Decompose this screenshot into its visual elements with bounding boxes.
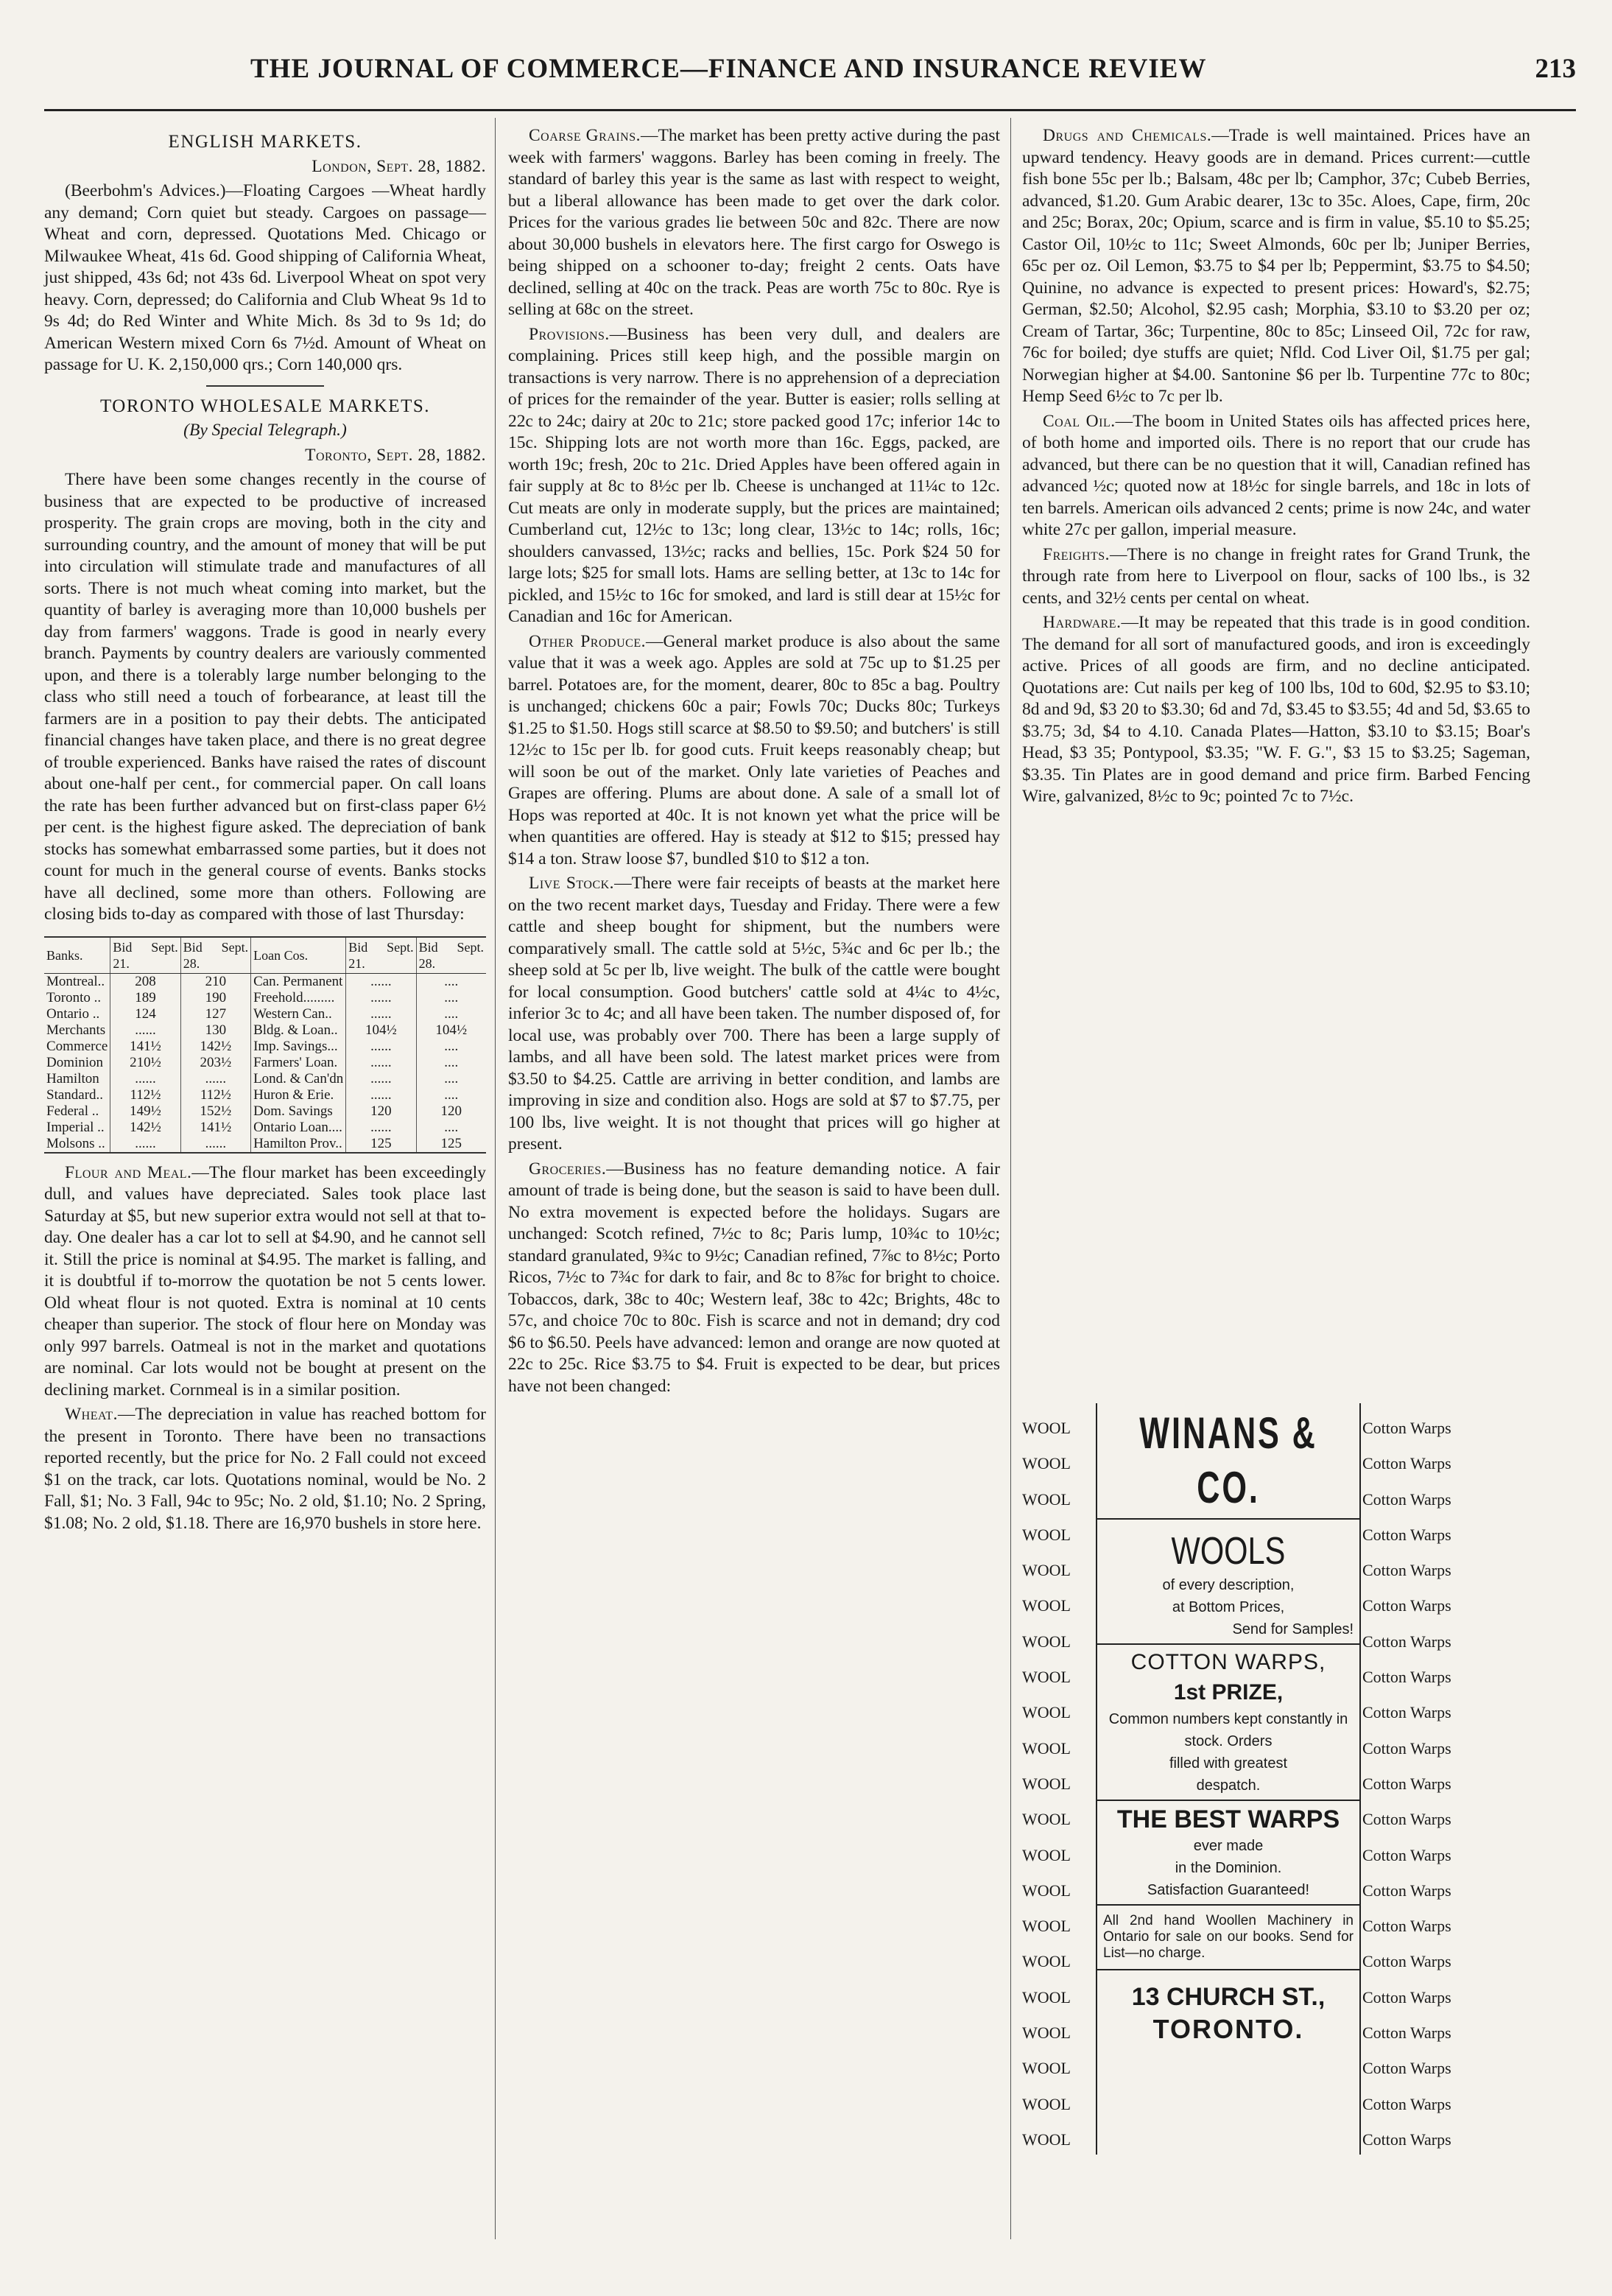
table-cell: 104½: [416, 1022, 486, 1039]
toronto-markets-subheading: (By Special Telegraph.): [183, 421, 347, 440]
cotton-warps-word: Cotton Warps: [1362, 1917, 1451, 1936]
table-cell: ......: [346, 973, 416, 990]
column-header: Bid Sept. 21.: [346, 937, 416, 974]
table-row: [44, 1071, 486, 1087]
table-cell: Commerce: [46, 1038, 108, 1054]
cotton-warps-word: Cotton Warps: [1362, 1596, 1451, 1615]
table-cell: ......: [110, 1136, 180, 1153]
machinery-note: All 2nd hand Woollen Machinery in Ontario for sale on our books. Send for List—no charge.: [1103, 1913, 1354, 1961]
table-cell: 141½: [180, 1120, 250, 1136]
brand-name: WINANS & CO.: [1139, 1408, 1317, 1512]
table-cell: ......: [180, 1071, 250, 1087]
wool-word: WOOL: [1022, 1703, 1071, 1722]
wool-word: WOOL: [1022, 1917, 1071, 1936]
drugs-body: —Trade is well maintained. Prices have an upward tendency. Heavy goods are in demand. Prices current:—cuttle fish bone 55c per lb.; Balsam, 48c per lb; Camphor, 37c; Cubeb Berries, advanced, $1.20. Gum Arabic dearer, 13c to 35c. Aloes, Cape, firm, 20c and 25c; Borax, 20c; Opium, scarce and is firm in value, $5.10 to $5.25; Castor Oil, 10½c to 11c; Sweet Almonds, 60c per lb; Juniper Berries, 65c per oz. Oil Lemon, $3.75 to $4 per lb; Peppermint, $3.75 to $4.50; Quinine, no advance is expected to present prices: Howard's, $2.75; German, $2.50; Alcohol, $2.95 cash; Morphia, $3.10 to $3.20 per oz; Cream of Tartar, 36c; Turpentine, 80c to 85c; Linseed Oil, 72c for raw, 76c for boiled; dye stuffs are quiet; Nfld. Cod Liver Oil, $1.75 per gal; Norwegian higher at $4.00. Santonine $6 per lb. Turpentine 77c to 80c; Hemp Seed 6½c to 7c per lb.: [1022, 126, 1530, 406]
table-cell: ......: [346, 1071, 416, 1087]
cotton-warps-word: Cotton Warps: [1362, 1489, 1451, 1509]
hardware-body: —It may be repeated that this trade is in good condition. The demand for all sort of manufactured goods, and iron is exceedingly active. Prices of all goods are firm, and no decline anticipated. Quotations are: Cut nails per keg of 100 lbs, 10d to 60d, $2.95 to $3.10; 8d and 9d, $3 20 to $3.30; 6d and 7d, $3.45 to $3.55; 4d and 5d, $3.65 to $3.75; 3d, $4 to 4.10. Canada Plates—Hatton, $3.10 to $3.15; Boar's Head, $3 35; Pontypool, $3.35; "W. F. G.", $3 15 to $3.25; Sageman, $3.35. Tin Plates are in good demand and price firm. Barbed Fencing Wire, galvanized, 8½c to 9c; pointed 7c to 7½c.: [1022, 613, 1530, 806]
other-produce-label: Other Produce.: [529, 631, 646, 651]
toronto-markets-body: There have been some changes recently in the course of business that are expected to be productive of increased prosperity. The grain crops are moving, both in the city and surrounding country, and the amount of money that will be put into circulation will stimulate trade and manufactures of all sorts. There is not much wheat coming into market, but the quantity of barley is averaging more than 10,000 bushels per day from farmers' waggons. Trade is good in nearly every branch. Payments by country dealers are variously commented upon, and there is a tolerably large number belonging to the class who still need a touch of forbearance, at least till the farmers are in a position to pay their debts. The anticipated financial changes have taken place, and there is no great degree of trouble experienced. Banks have raised the rates of discount about one-half per cent., for commercial paper. On call loans the rate has been further advanced but on first-class paper 6½ per cent. is the highest figure asked. The depreciation of bank stocks has somewhat embarrassed some parties, but it does not count for much in the general course of events. Banks stocks have all declined, some more than others. Following are closing bids to-day as compared with those of last Thursday:: [44, 470, 486, 924]
table-cell: Toronto ..: [46, 989, 102, 1005]
table-cell: 124: [110, 1006, 180, 1022]
coal-oil-paragraph: [1022, 411, 1530, 541]
table-cell: 130: [180, 1022, 250, 1039]
drugs-paragraph: [1022, 125, 1530, 408]
table-cell: 104½: [346, 1022, 416, 1039]
wool-word: WOOL: [1022, 1668, 1071, 1687]
table-row: [44, 1136, 486, 1153]
table-cell: Huron & Erie.: [251, 1087, 346, 1103]
table-cell: ......: [110, 1022, 180, 1039]
table-cell: 210½: [110, 1055, 180, 1071]
column-header: Banks.: [44, 937, 110, 974]
coarse-grains-label: Coarse Grains.: [529, 126, 641, 145]
column-header: Bid Sept. 21.: [110, 937, 180, 974]
ad-divider: [1097, 1969, 1359, 1970]
table-cell: ....: [416, 1006, 486, 1022]
table-cell: Can. Permanent: [251, 973, 346, 990]
table-row: [44, 1087, 486, 1103]
freights-label: Freights.: [1043, 544, 1110, 564]
best-line-2: in the Dominion.: [1175, 1860, 1282, 1876]
warps-heading: COTTON WARPS,: [1130, 1650, 1326, 1674]
coarse-grains-body: —The market has been pretty active during the past week with farmers' waggons. Barley has been coming in freely. The standard of barley this year is the same as last with respect to weight, but a liberal allowance has been made to get over the dark color. Prices for the various grades lie between 50c and 82c. There are now about 30,000 bushels in elevators here. The first cargo for Oswego is being shipped on a schooner to-day; freight 2 cents. Oats have declined, selling at 40c on the track. Peas are worth 75c to 80c. Rye is selling at 68c on the street.: [508, 126, 1000, 319]
wool-word: WOOL: [1022, 1810, 1071, 1829]
table-cell: ......: [180, 1136, 250, 1153]
ad-divider: [1097, 1904, 1359, 1906]
column-rule-2: [1010, 118, 1011, 2239]
wool-word: WOOL: [1022, 1454, 1071, 1473]
table-cell: Bldg. & Loan..: [251, 1022, 346, 1039]
flour-label: Flour and Meal.: [65, 1162, 192, 1182]
table-cell: Ontario Loan....: [251, 1120, 346, 1136]
table-cell: ....: [416, 1055, 486, 1071]
ad-divider: [1097, 1518, 1359, 1520]
table-cell: 208: [110, 973, 180, 990]
cotton-warps-word: Cotton Warps: [1362, 1845, 1451, 1864]
cotton-warps-word: Cotton Warps: [1362, 1952, 1451, 1971]
english-markets-heading: ENGLISH MARKETS.: [168, 132, 362, 152]
table-cell: Montreal..: [46, 973, 105, 989]
wool-word: WOOL: [1022, 1987, 1071, 2007]
table-cell: Freehold.........: [251, 990, 346, 1006]
other-produce-paragraph: [508, 631, 1000, 871]
journal-title: THE JOURNAL OF COMMERCE—FINANCE AND INSURANCE REVIEW: [250, 54, 1207, 84]
cotton-warps-word: Cotton Warps: [1362, 1632, 1451, 1651]
page-header: [44, 53, 1576, 97]
flour-body: —The flour market has been exceedingly dull, and values have depreciated. Sales took place last Saturday at $5, but new superior extra would not sell at that to-day. One dealer has a car lot to sell at $4.90, and he cannot sell it. Still the price is nominal at $4.95. The market is falling, and it is doubtful if to-morrow the quotation be not 5 cents lower. Old wheat flour is not quoted. Extra is nominal at 10 cents cheaper than superior. The stock of flour here on Monday was only 997 barrels. Oatmeal is not in the market and quotations are nominal. Car lots would not be bought at present on the declining market. Cornmeal is in a similar position.: [44, 1162, 486, 1400]
live-stock-paragraph: [508, 873, 1000, 1156]
wool-word: WOOL: [1022, 1952, 1071, 1971]
table-cell: ......: [346, 1006, 416, 1022]
prize-heading: 1st PRIZE,: [1173, 1680, 1284, 1705]
provisions-label: Provisions.: [529, 324, 610, 344]
table-cell: Dom. Savings: [251, 1103, 346, 1120]
best-line-3: Satisfaction Guaranteed!: [1147, 1882, 1310, 1898]
table-cell: 142½: [180, 1039, 250, 1055]
table-cell: 127: [180, 1006, 250, 1022]
table-cell: Molsons ..: [46, 1135, 105, 1151]
toronto-markets-dateline: Toronto, Sept. 28, 1882.: [305, 445, 486, 465]
prize-line-3: despatch.: [1196, 1777, 1261, 1794]
groceries-body: —Business has no feature demanding notice. A fair amount of trade is being done, but the season is said to have been dull. No extra movement is expected before the holidays. Sugars are unchanged: Scotch refined, 7½c to 8c; Paris lump, 10¾c to 10½c; standard granulated, 9¾c to 9½c; Canadian refined, 7⅞c to 8½c; Porto Ricos, 7½c to 7¾c for dark to fair, and 8c to 8⅞c for bright to choice. Tobaccos, dark, 38c to 40c; Western leaf, 38c to 42c; Brights, 48c to 57c, and choice 70c to 80c. Fish is scarce and not in demand; dry cod $6 to $6.50. Peels have advanced: lemon and orange are now quoted at 22c to 25c. Rice $3.75 to $4. Fruit is expected to be dear, but prices have not been changed:: [508, 1159, 1000, 1396]
cotton-warps-column: [1362, 1411, 1495, 2158]
freights-body: —There is no change in freight rates for Grand Trunk, the through rate from here to Liverpool on flour, sacks of 100 lbs., is 32 cents, and 32½ cents per cental on wheat.: [1022, 544, 1530, 608]
table-cell: ....: [416, 973, 486, 990]
wool-word: WOOL: [1022, 2130, 1071, 2149]
english-markets-body: (Beerbohm's Advices.)—Floating Cargoes —Wheat hardly any demand; Corn quiet but steady. Cargoes on passage—Wheat and corn, depressed. Quotations Med. Chicago or Milwaukee Wheat, 41s 6d. Good shipping of California Wheat, just shipped, 43s 6d; not 43s 6d. Liverpool Wheat on spot very heavy. Corn, depressed; do California and Club Wheat 9s 1d to 9s 4d; do Red Winter and White Mich. 8s 3d to 9s 1d; do American Western mixed Corn 6s 7½d. Amount of Wheat on passage for U. K. 2,150,000 qrs.; Corn 140,000 qrs.: [44, 181, 486, 374]
table-row: [44, 973, 486, 990]
header-rule: [44, 109, 1576, 111]
wools-line-2: at Bottom Prices,: [1172, 1599, 1285, 1615]
cotton-warps-word: Cotton Warps: [1362, 1419, 1451, 1437]
cotton-warps-word: Cotton Warps: [1362, 1810, 1451, 1829]
wool-word: WOOL: [1022, 1525, 1071, 1544]
table-cell: 190: [180, 990, 250, 1006]
column-3: [1022, 125, 1530, 811]
table-cell: 141½: [110, 1039, 180, 1055]
groceries-paragraph: [508, 1159, 1000, 1398]
cotton-warps-word: Cotton Warps: [1362, 1738, 1451, 1758]
column-2: [508, 125, 1000, 1400]
wheat-paragraph: [44, 1404, 486, 1534]
ad-divider: [1097, 1800, 1359, 1801]
cotton-warps-word: Cotton Warps: [1362, 2023, 1451, 2043]
section-divider: [206, 385, 324, 387]
table-row: [44, 1022, 486, 1039]
table-cell: ......: [110, 1071, 180, 1087]
cotton-warps-word: Cotton Warps: [1362, 1561, 1451, 1580]
cotton-warps-word: Cotton Warps: [1362, 1881, 1451, 1900]
table-cell: Dominion: [46, 1054, 104, 1070]
stock-table-body: [44, 973, 486, 1153]
live-stock-label: Live Stock.: [529, 874, 615, 893]
table-cell: 112½: [180, 1087, 250, 1103]
table-cell: Federal ..: [46, 1103, 99, 1119]
table-cell: Hamilton Prov..: [251, 1136, 346, 1153]
table-row: [44, 1120, 486, 1136]
table-cell: 125: [416, 1136, 486, 1153]
coal-oil-label: Coal Oil.: [1043, 411, 1116, 431]
cotton-warps-word: Cotton Warps: [1362, 1668, 1451, 1687]
table-cell: 210: [180, 973, 250, 990]
cotton-warps-word: Cotton Warps: [1362, 1454, 1451, 1473]
table-cell: 189: [110, 990, 180, 1006]
table-cell: ......: [346, 1055, 416, 1071]
wool-word: WOOL: [1022, 1561, 1071, 1580]
wool-word: WOOL: [1022, 1738, 1071, 1758]
table-cell: Standard..: [46, 1086, 104, 1103]
table-cell: 125: [346, 1136, 416, 1153]
wool-word: WOOL: [1022, 1489, 1071, 1509]
cotton-warps-word: Cotton Warps: [1362, 1774, 1451, 1793]
ad-divider: [1097, 1643, 1359, 1645]
advertisement-box: [1096, 1403, 1361, 2155]
table-cell: ....: [416, 1039, 486, 1055]
prize-line-2: filled with greatest: [1169, 1755, 1288, 1772]
table-cell: 149½: [110, 1103, 180, 1120]
cotton-warps-word: Cotton Warps: [1362, 2130, 1451, 2149]
column-header: Bid Sept. 28.: [416, 937, 486, 974]
table-cell: ....: [416, 1087, 486, 1103]
wool-word: WOOL: [1022, 1419, 1071, 1437]
drugs-label: Drugs and Chemicals.: [1043, 126, 1212, 145]
toronto-markets-heading: TORONTO WHOLESALE MARKETS.: [99, 396, 431, 416]
coarse-grains-paragraph: [508, 125, 1000, 321]
column-header: Loan Cos.: [251, 937, 346, 974]
cotton-warps-word: Cotton Warps: [1362, 1987, 1451, 2007]
cotton-warps-word: Cotton Warps: [1362, 2059, 1451, 2078]
freights-paragraph: [1022, 544, 1530, 610]
other-produce-body: —General market produce is also about the same value that it was a week ago. Apples are sold at 75c up to $1.25 per barrel. Potatoes are, for the moment, dearer, 80c to 85c a bag. Poultry is unchanged; chickens 60c a pair; Fowls 70c; Ducks 80c; Turkeys $1.25 to $1.50. Hogs still scarce at $8.50 to $9.50; and butchers' is still 12½c to 15c per lb. for good cuts. Fruit keeps reasonably cheap; but will soon be out of the market. Only late varieties of Peaches and Grapes are offering. Plums are about done. A sale of a small lot of Hops was reported at 40c. It is not known yet what the price will be when quantities are offered. Hay is steady at $12 to $15; pressed hay $14 a ton. Straw loose $7, bundled $10 to $12 a ton.: [508, 631, 1000, 868]
best-line-1: ever made: [1193, 1838, 1264, 1854]
table-row: [44, 1039, 486, 1055]
stock-bids-table: [44, 936, 486, 1154]
column-rule-1: [495, 118, 496, 2239]
address: 13 CHURCH ST.,: [1131, 1983, 1326, 2011]
live-stock-body: —There were fair receipts of beasts at the market here on the two recent market days, Tuesday and Friday. There were a few cattle and sheep bought for shipment, but the numbers were comparatively small. The cattle sold at 5½c, 5¾c and 6c per lb.; the sheep sold at 5c per lb, live weight. The bulk of the cattle were bought for local consumption. Good butchers' cattle sold at 4¼c to 4½c, inferior 3c to 4c; and all have been taken. The number disposed of, for local use, was probably over 700. There has been a large supply of lambs, and all have been sold. The latest market prices were from $3.50 to $4.25. Cattle are arriving in better condition, and lambs are improving in size and condition also. Hogs are sold at $7 to $7.75, per 100 lbs, live weight. It is not thought that prices will go higher at present.: [508, 874, 1000, 1154]
wool-word-column: [1022, 1411, 1096, 2158]
wool-word: WOOL: [1022, 1774, 1071, 1793]
table-cell: 112½: [110, 1087, 180, 1103]
table-cell: ......: [346, 990, 416, 1006]
winans-advertisement: [1022, 1403, 1530, 2162]
table-cell: Hamilton: [46, 1070, 99, 1086]
city: TORONTO.: [1152, 2014, 1304, 2044]
wool-word: WOOL: [1022, 1845, 1071, 1864]
groceries-label: Groceries.: [529, 1159, 607, 1179]
wool-word: WOOL: [1022, 1596, 1071, 1615]
table-cell: ......: [346, 1087, 416, 1103]
wool-word: WOOL: [1022, 1881, 1071, 1900]
table-row: [44, 990, 486, 1006]
table-cell: Lond. & Can'dn: [251, 1071, 346, 1087]
table-row: [44, 1055, 486, 1071]
hardware-paragraph: [1022, 612, 1530, 808]
table-cell: ....: [416, 990, 486, 1006]
wool-word: WOOL: [1022, 2094, 1071, 2113]
wheat-body: —The depreciation in value has reached bottom for the present in Toronto. There have been no transactions reported recently, but the price for No. 2 Fall could not exceed $1 on the track, car lots. Quotations nominal, would be No. 2 Fall, $1; No. 3 Fall, 94c to 95c; No. 2 old, $1.10; No. 2 Spring, $1.08; No. 2 old, $1.18. There are 16,970 bushels in store here.: [44, 1405, 486, 1533]
flour-paragraph: [44, 1162, 486, 1402]
table-cell: Western Can..: [251, 1006, 346, 1022]
wool-word: WOOL: [1022, 2059, 1071, 2078]
table-row: [44, 1006, 486, 1022]
table-cell: Merchants: [46, 1022, 106, 1038]
table-cell: ......: [346, 1120, 416, 1136]
table-cell: 203½: [180, 1055, 250, 1071]
table-cell: ......: [346, 1039, 416, 1055]
cotton-warps-word: Cotton Warps: [1362, 1703, 1451, 1722]
table-row: [44, 1103, 486, 1120]
table-cell: 142½: [110, 1120, 180, 1136]
column-header: Bid Sept. 28.: [180, 937, 250, 974]
table-cell: 120: [416, 1103, 486, 1120]
table-cell: Imp. Savings...: [251, 1039, 346, 1055]
provisions-paragraph: [508, 324, 1000, 628]
wools-line-1: of every description,: [1162, 1577, 1295, 1593]
page-number: 213: [1535, 54, 1576, 84]
wools-heading: WOOLS: [1171, 1530, 1286, 1573]
column-1: [44, 125, 486, 1537]
wools-line-3: Send for Samples!: [1232, 1621, 1354, 1637]
table-cell: Farmers' Loan.: [251, 1055, 346, 1071]
prize-line-1: Common numbers kept constantly in stock. Orders: [1108, 1711, 1348, 1749]
wool-word: WOOL: [1022, 2023, 1071, 2043]
cotton-warps-word: Cotton Warps: [1362, 2094, 1451, 2113]
table-cell: 152½: [180, 1103, 250, 1120]
english-markets-dateline: London, Sept. 28, 1882.: [312, 156, 486, 176]
wool-word: WOOL: [1022, 1632, 1071, 1651]
table-cell: ....: [416, 1120, 486, 1136]
hardware-label: Hardware.: [1043, 613, 1122, 632]
table-cell: 120: [346, 1103, 416, 1120]
wheat-label: Wheat.: [65, 1405, 118, 1424]
table-cell: Imperial ..: [46, 1119, 105, 1135]
cotton-warps-word: Cotton Warps: [1362, 1525, 1451, 1544]
best-warps-heading: THE BEST WARPS: [1116, 1805, 1340, 1833]
coal-oil-body: —The boom in United States oils has affected prices here, of both home and imported oils. There is no report that our crude has advanced, but there can be no question that it will, Canadian refined has advanced ½c; quoted now at 18½c for single barrels, and 18c in lots of ten barrels. American oils advanced 2 cents; prime is now 24c, and water white 27c per gallon, imperial measure.: [1022, 411, 1530, 539]
table-header-row: [44, 937, 486, 974]
provisions-body: —Business has been very dull, and dealers are complaining. Prices still keep high, and the possible margin on transactions is very narrow. There is no apprehension of a depreciation of prices for the remainder of the year. Butter is easier; rolls selling at 22c to 24c; dairy at 20c to 21c; store packed good 17c; inferior 14c to 15c. Shipping lots are not worth more than 16c. Eggs, packed, are worth 19c; fresh, 20c to 21c. Dried Apples have been offered again in fair supply at 8c to 8½c per lb. Cheese is unchanged at 11¼c to 12c. Cut meats are only in moderate supply, but the prices are maintained; Cumberland cut, 12½c to 13c; long clear, 13½c to 14c; rolls, 16c; shoulders canvassed, 13½c; racks and bellies, 15c. Pork $24 50 for large lots; $25 for small lots. Hams are selling better, at 13c to 14c for pickled, and 15½c to 16c for smoked, and lard is still dear at 15½c for Canadian and 16c for American.: [508, 324, 1000, 626]
table-cell: ....: [416, 1071, 486, 1087]
table-cell: Ontario ..: [46, 1005, 100, 1022]
